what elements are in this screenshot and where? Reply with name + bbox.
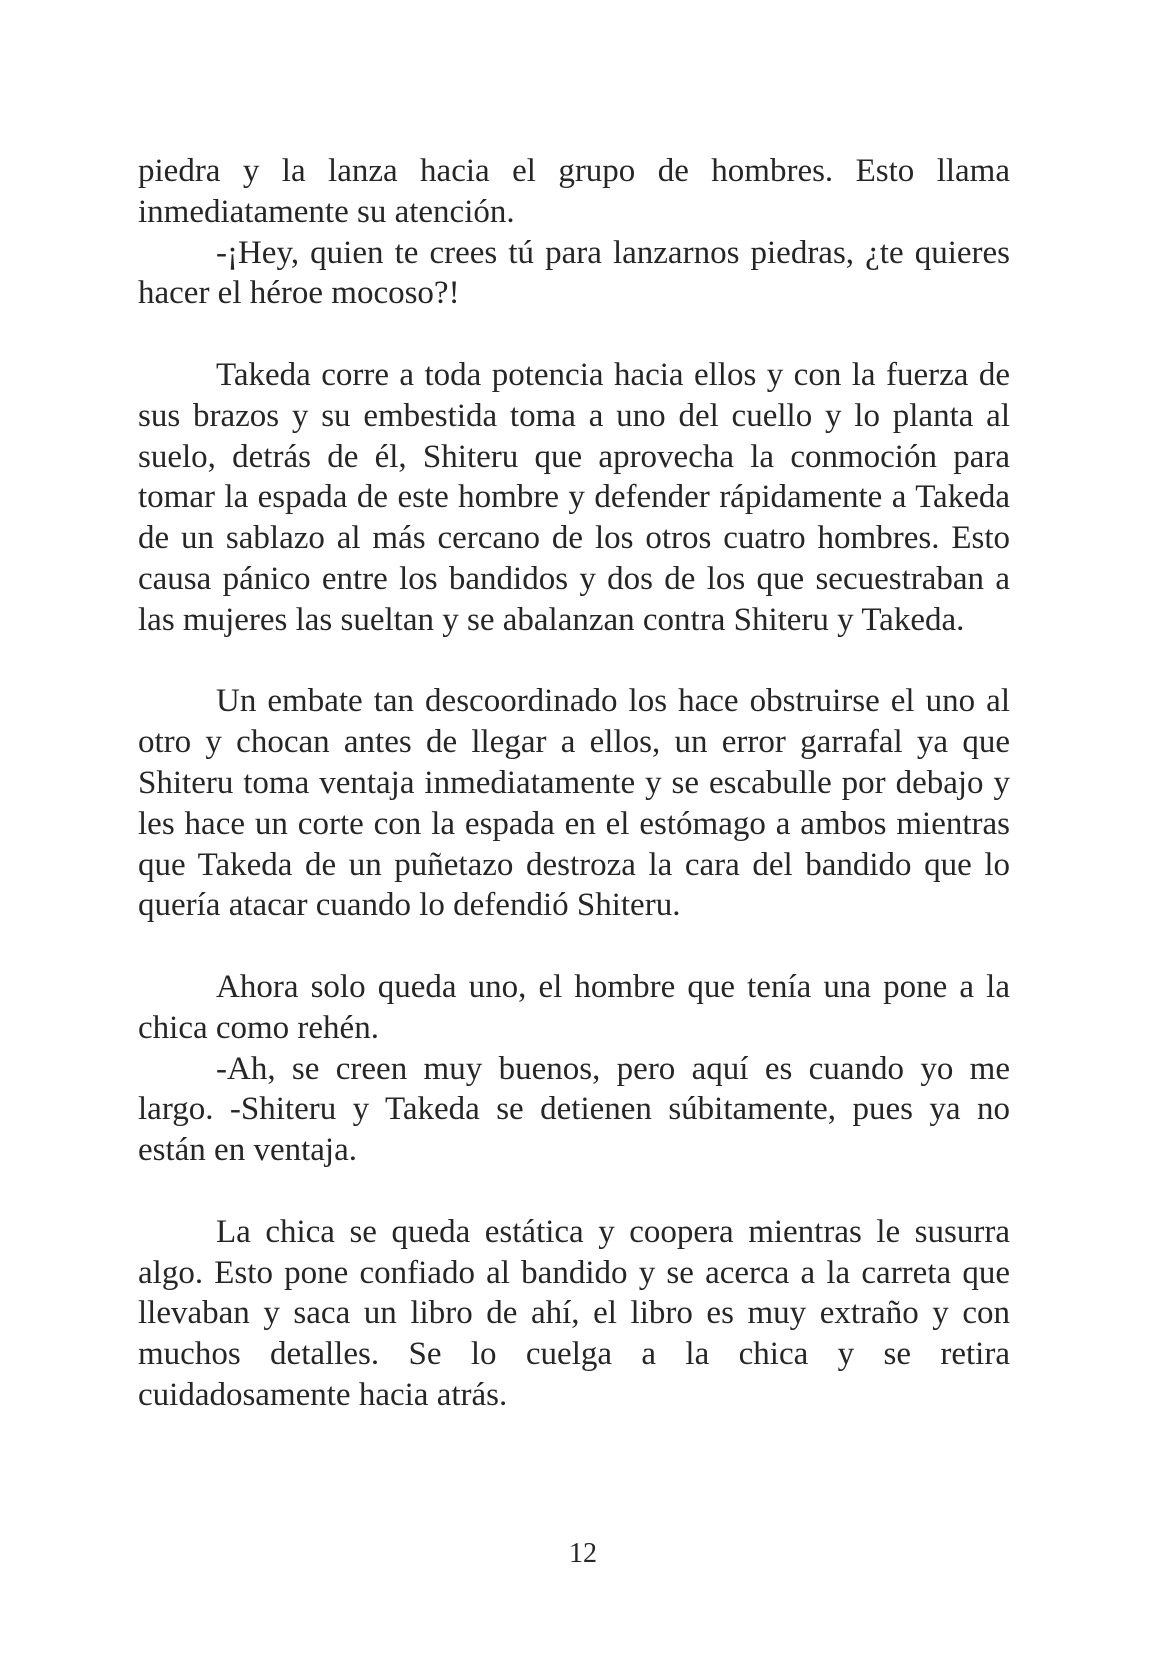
paragraph-ahora-solo: Ahora solo queda uno, el hombre que tenía una pone a la chica como rehén. (138, 968, 1010, 1046)
paragraph-takeda-charges: Takeda corre a toda potencia hacia ellos y con la fuerza de sus brazos y su embestida toma a uno del cuello y lo planta al suelo, detrás de él, Shiteru que aprovecha la conmoción para tomar la espada de este hombre y defender rápidamente a Takeda de un sablazo al más cercano de los otros cuatro hombres. Esto causa pánico entre los bandidos y dos de los que secuestraban a las mujeres las sueltan y se abalanzan contra Shiteru y Takeda. (138, 356, 1010, 638)
body-text (138, 151, 1010, 1416)
paragraph-la-chica: La chica se queda estática y coopera mientras le susurra algo. Esto pone confiado al bandido y se acerca a la carreta que llevaban y saca un libro de ahí, el libro es muy extraño y con muchos detalles. Se lo cuelga a la chica y se retira cuidadosamente hacia atrás. (138, 1213, 1010, 1413)
dialogue-hey: -¡Hey, quien te crees tú para lanzarnos piedras, ¿te quieres hacer el héroe mocoso?! (138, 234, 1010, 312)
page-number: 12 (569, 1538, 597, 1569)
paragraph-embate: Un embate tan descoordinado los hace obstruirse el uno al otro y chocan antes de llegar a ellos, un error garrafal ya que Shiteru toma ventaja inmediatamente y se escabulle por debajo y les hace un corte con la espada en el estómago a ambos mientras que Takeda de un puñetazo destroza la cara del bandido que lo quería atacar cuando lo defendió Shiteru. (138, 683, 1010, 924)
dialogue-ah: -Ah, se creen muy buenos, pero aquí es cuando yo me largo. -Shiteru y Takeda se detienen súbitamente, pues ya no están en ventaja. (138, 1050, 1010, 1169)
paragraph-continued: piedra y la lanza hacia el grupo de hombres. Esto llama inmediatamente su atención. (138, 153, 1010, 230)
